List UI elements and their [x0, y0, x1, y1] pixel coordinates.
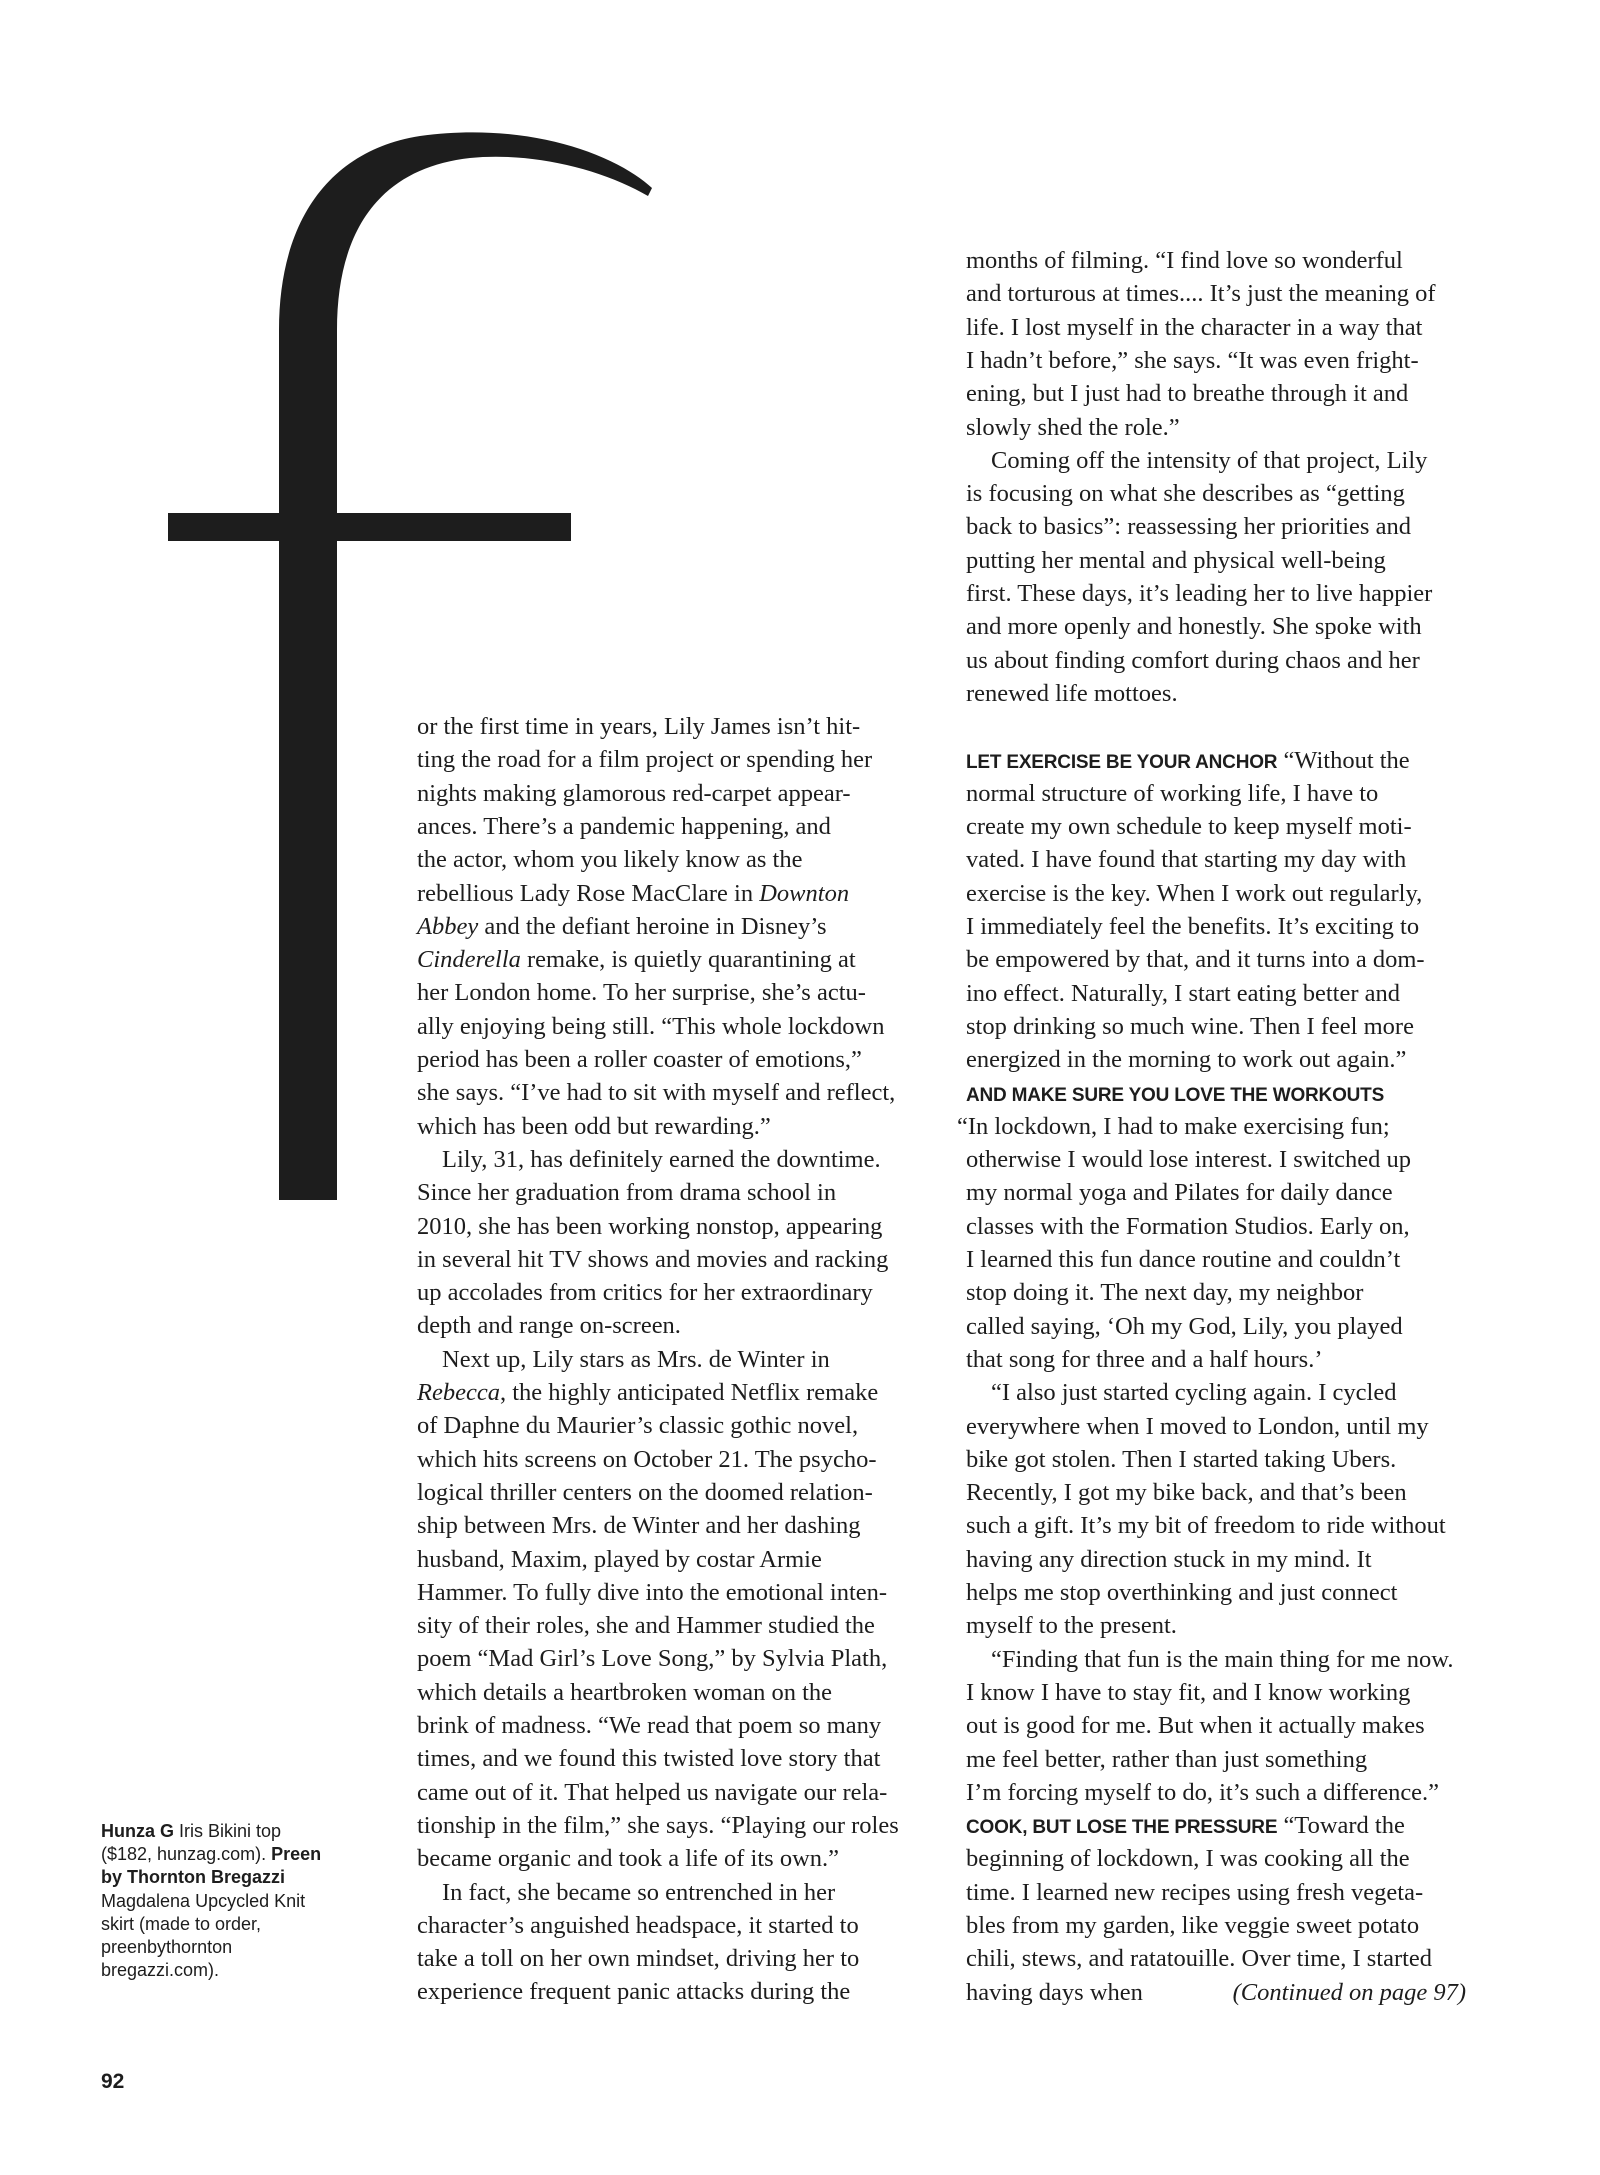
text-line	[966, 1010, 1414, 1043]
section-heading: LET EXERCISE BE YOUR ANCHOR	[966, 751, 1278, 773]
text-segment: Lily, 31, has definitely earned the downtime.	[442, 1145, 881, 1173]
text-segment: up accolades from critics for her extraordinary	[417, 1279, 873, 1307]
text-line	[991, 1376, 1396, 1409]
text-line	[966, 910, 1419, 943]
text-segment: everywhere when I moved to London, until my	[966, 1412, 1429, 1440]
text-line	[966, 1909, 1419, 1942]
caption-brand: Preen by Thornton Bregazzi	[101, 1844, 322, 1888]
text-segment: that song for three and a half hours.’	[966, 1345, 1323, 1373]
text-segment: bike got stolen. Then I started taking Ubers.	[966, 1445, 1397, 1473]
text-line	[966, 1976, 1143, 2009]
text-line	[417, 1543, 822, 1576]
text-segment: I immediately feel the benefits. It’s exciting to	[966, 913, 1420, 940]
text-line	[417, 1509, 861, 1542]
text-segment: take a toll on her own mindset, driving her to	[417, 1945, 860, 1973]
text-line	[417, 1309, 681, 1342]
text-segment: my normal yoga and Pilates for daily dance	[966, 1179, 1393, 1207]
text-segment: stop drinking so much wine. Then I feel more	[966, 1012, 1414, 1040]
text-segment: character’s anguished headspace, it started to	[417, 1911, 859, 1939]
text-segment: I’m forcing myself to do, it’s such a difference.”	[966, 1778, 1440, 1806]
text-segment: she says. “I’ve had to sit with myself and reflect,	[417, 1079, 896, 1107]
text-segment: depth and range on-screen.	[417, 1312, 681, 1340]
text-segment: Next up, Lily stars as Mrs. de Winter in	[442, 1345, 830, 1373]
text-segment: brink of madness. “We read that poem so many	[417, 1712, 882, 1739]
text-segment: and the defiant heroine in Disney’s	[478, 912, 827, 940]
text-segment: be empowered by that, and it turns into a dom-	[966, 946, 1425, 974]
text-segment: I know I have to stay fit, and I know working	[966, 1678, 1411, 1706]
text-line	[966, 1876, 1423, 1909]
text-line	[966, 644, 1420, 677]
text-line	[417, 1243, 888, 1276]
text-line	[417, 1276, 873, 1309]
text-line	[417, 1110, 771, 1143]
text-segment: “I also just started cycling again. I cycled	[991, 1379, 1397, 1407]
text-segment: ship between Mrs. de Winter and her dashing	[417, 1512, 861, 1540]
text-line	[966, 1276, 1363, 1309]
text-segment: 2010, she has been working nonstop, appearing	[417, 1212, 883, 1240]
text-segment: which details a heartbroken woman on the	[417, 1678, 833, 1706]
text-line	[442, 1343, 830, 1376]
text-segment: beginning of lockdown, I was cooking all the	[966, 1845, 1410, 1873]
text-line	[417, 1709, 881, 1742]
text-segment: in several hit TV shows and movies and racking	[417, 1245, 889, 1273]
text-segment: classes with the Formation Studios. Early on,	[966, 1212, 1410, 1240]
text-line	[966, 1043, 1406, 1076]
text-line	[417, 777, 851, 810]
text-segment: rebellious Lady Rose MacClare in	[417, 879, 760, 907]
text-line	[417, 1776, 887, 1809]
text-line	[966, 1543, 1372, 1576]
text-segment: having days when	[966, 1978, 1143, 2006]
text-line	[966, 377, 1408, 410]
text-line	[966, 277, 1436, 310]
text-segment: having any direction stuck in my mind. It	[966, 1545, 1372, 1573]
text-line	[417, 943, 856, 976]
text-line	[417, 743, 872, 776]
caption-item: Magdalena Upcycled Knit skirt (made to order, preenbythornton bregazzi.com).	[101, 1890, 306, 1981]
text-segment: and torturous at times.... It’s just the meaning of	[966, 280, 1436, 308]
text-line	[966, 1809, 1405, 1842]
text-segment: times, and we found this twisted love story that	[417, 1745, 881, 1773]
text-line	[966, 1776, 1439, 1809]
text-segment: poem “Mad Girl’s Love Song,” by Sylvia Plath,	[417, 1645, 888, 1673]
text-segment: became organic and took a life of its own.”	[417, 1845, 840, 1873]
text-line	[417, 1942, 859, 1975]
text-line	[966, 311, 1422, 344]
text-line	[966, 510, 1411, 543]
text-line	[417, 1043, 862, 1076]
continued-note: (Continued on page 97)	[1232, 1978, 1466, 2006]
text-segment: or the first time in years, Lily James isn’t hit-	[417, 713, 861, 740]
text-line	[966, 1243, 1400, 1276]
text-line	[417, 1676, 832, 1709]
text-line	[417, 1210, 882, 1243]
text-line	[966, 777, 1378, 810]
text-segment: life. I lost myself in the character in a way that	[966, 313, 1423, 341]
section-heading: AND MAKE SURE YOU LOVE THE WORKOUTS	[966, 1084, 1385, 1106]
text-segment: ances. There’s a pandemic happening, and	[417, 812, 831, 840]
text-line	[417, 910, 827, 943]
text-segment: husband, Maxim, played by costar Armie	[417, 1545, 822, 1573]
text-line	[417, 1176, 836, 1209]
text-segment: first. These days, it’s leading her to live happier	[966, 580, 1433, 607]
text-line	[966, 1576, 1397, 1609]
text-segment: logical thriller centers on the doomed relation-	[417, 1478, 873, 1506]
text-line	[966, 810, 1412, 843]
text-segment: bles from my garden, like veggie sweet potato	[966, 1912, 1420, 1939]
text-line	[966, 677, 1178, 710]
section-heading: COOK, BUT LOSE THE PRESSURE	[966, 1817, 1278, 1839]
text-segment: myself to the present.	[966, 1612, 1177, 1640]
text-line	[966, 1676, 1410, 1709]
text-segment: Hammer. To fully dive into the emotional inten-	[417, 1578, 888, 1606]
text-line	[417, 1443, 877, 1476]
text-line	[966, 577, 1432, 610]
text-line	[966, 943, 1425, 976]
text-segment: stop doing it. The next day, my neighbor	[966, 1279, 1364, 1307]
italic-title: Abbey	[417, 912, 479, 940]
text-line	[966, 1709, 1425, 1742]
text-segment: normal structure of working life, I have to	[966, 779, 1379, 807]
text-line	[966, 411, 1180, 444]
text-line	[417, 1010, 884, 1043]
text-line	[966, 877, 1422, 910]
text-line	[966, 1176, 1393, 1209]
text-line	[966, 1443, 1396, 1476]
text-line	[966, 1310, 1403, 1343]
text-line	[417, 1809, 899, 1842]
text-line	[966, 1842, 1410, 1875]
text-segment: ino effect. Naturally, I start eating better and	[966, 979, 1401, 1007]
text-segment: time. I learned new recipes using fresh vegeta-	[966, 1878, 1424, 1906]
text-line	[417, 810, 831, 843]
text-segment: ally enjoying being still. “This whole lockdown	[417, 1012, 885, 1040]
text-line	[417, 1609, 875, 1642]
text-line	[417, 877, 849, 910]
text-segment: nights making glamorous red-carpet appear-	[417, 779, 851, 807]
text-line	[991, 444, 1427, 477]
text-segment: , the highly anticipated Netflix remake	[499, 1379, 879, 1406]
caption-item: Iris Bikini top ($182, hunzag.com).	[101, 1821, 282, 1865]
text-segment: “In lockdown, I had to make exercising fun;	[957, 1112, 1390, 1140]
text-line	[966, 477, 1405, 510]
text-line	[966, 1143, 1411, 1176]
text-line	[417, 843, 803, 876]
text-line	[966, 544, 1386, 577]
text-segment: and more openly and honestly. She spoke with	[966, 613, 1422, 641]
text-line	[442, 1876, 835, 1909]
text-segment: vated. I have found that starting my day with	[966, 846, 1407, 874]
text-line	[966, 1609, 1177, 1642]
text-line	[417, 1909, 859, 1942]
text-line	[991, 1643, 1454, 1676]
text-line	[417, 1842, 839, 1875]
text-line	[417, 710, 860, 743]
text-segment: I learned this fun dance routine and couldn’t	[966, 1246, 1401, 1273]
text-segment: of Daphne du Maurier’s classic gothic novel,	[417, 1412, 859, 1440]
text-line	[966, 1476, 1407, 1509]
text-segment: chili, stews, and ratatouille. Over time, I started	[966, 1945, 1433, 1973]
text-segment: Since her graduation from drama school in	[417, 1179, 837, 1207]
text-segment: period has been a roller coaster of emotions,”	[417, 1046, 862, 1073]
text-line	[442, 1143, 881, 1176]
text-segment: slowly shed the role.”	[966, 413, 1180, 441]
text-segment: which has been odd but rewarding.”	[417, 1112, 771, 1140]
caption-brand: Hunza G	[101, 1821, 175, 1841]
text-line	[417, 1642, 887, 1675]
text-segment: months of filming. “I find love so wonderful	[966, 247, 1403, 274]
text-segment: putting her mental and physical well-being	[966, 546, 1386, 574]
text-line	[966, 610, 1422, 643]
text-line	[966, 1509, 1446, 1542]
text-segment: her London home. To her surprise, she’s actu-	[417, 979, 866, 1007]
text-segment: sity of their roles, she and Hammer studied the	[417, 1612, 875, 1640]
text-line	[417, 1742, 880, 1775]
text-segment: ening, but I just had to breathe through it and	[966, 380, 1409, 408]
text-line	[957, 1110, 1390, 1143]
text-line	[966, 344, 1419, 377]
text-line	[966, 1942, 1432, 1975]
page-number: 92	[101, 2070, 125, 2093]
text-segment: energized in the morning to work out again.”	[966, 1046, 1407, 1074]
text-segment: In fact, she became so entrenched in her	[442, 1878, 836, 1906]
text-line	[966, 244, 1403, 277]
text-segment: “Without the	[1277, 746, 1410, 774]
text-segment: I hadn’t before,” she says. “It was even fright-	[966, 346, 1419, 374]
text-segment: renewed life mottoes.	[966, 679, 1178, 707]
text-segment: called saying, ‘Oh my God, Lily, you played	[966, 1312, 1403, 1340]
text-segment: out is good for me. But when it actually makes	[966, 1712, 1425, 1740]
text-segment: tionship in the film,” she says. “Playing our roles	[417, 1811, 899, 1839]
text-segment: otherwise I would lose interest. I switched up	[966, 1146, 1411, 1174]
text-segment: such a gift. It’s my bit of freedom to ride without	[966, 1512, 1446, 1540]
text-segment: ting the road for a film project or spending her	[417, 746, 873, 774]
text-segment: Recently, I got my bike back, and that’s been	[966, 1479, 1407, 1507]
text-segment: create my own schedule to keep myself moti-	[966, 813, 1412, 841]
text-segment: came out of it. That helped us navigate our rela-	[417, 1778, 888, 1806]
text-segment: the actor, whom you likely know as the	[417, 846, 803, 874]
italic-title: Rebecca	[417, 1379, 500, 1406]
text-line	[417, 1476, 873, 1509]
text-segment: Coming off the intensity of that project, Lily	[991, 446, 1428, 474]
text-line	[417, 1376, 878, 1409]
text-segment: is focusing on what she describes as “getting	[966, 480, 1405, 508]
text-line	[966, 1743, 1367, 1776]
italic-title: Downton	[759, 879, 850, 907]
fashion-credits-caption	[101, 1820, 331, 1982]
italic-title: Cinderella	[417, 946, 521, 974]
text-line	[966, 1210, 1410, 1243]
text-line	[966, 744, 1410, 777]
text-line	[417, 1576, 887, 1609]
text-segment: me feel better, rather than just something	[966, 1745, 1368, 1773]
text-line	[966, 843, 1406, 876]
text-segment: remake, is quietly quarantining at	[520, 946, 856, 974]
text-segment: “Toward the	[1277, 1812, 1405, 1840]
text-line	[417, 1975, 850, 2008]
text-line	[417, 976, 866, 1009]
text-line	[417, 1409, 858, 1442]
text-segment: us about finding comfort during chaos and her	[966, 646, 1420, 674]
text-line	[966, 1343, 1323, 1376]
text-segment: exercise is the key. When I work out regularly,	[966, 879, 1423, 907]
text-segment: experience frequent panic attacks during the	[417, 1978, 851, 2006]
text-segment: which hits screens on October 21. The psycho-	[417, 1445, 877, 1473]
text-line	[966, 1077, 1384, 1110]
text-line	[966, 977, 1400, 1010]
text-segment: “Finding that fun is the main thing for me now.	[991, 1645, 1454, 1673]
text-segment: helps me stop overthinking and just connect	[966, 1579, 1398, 1606]
text-line	[966, 1410, 1429, 1443]
text-segment: back to basics”: reassessing her priorities and	[966, 513, 1411, 541]
text-line	[417, 1076, 895, 1109]
